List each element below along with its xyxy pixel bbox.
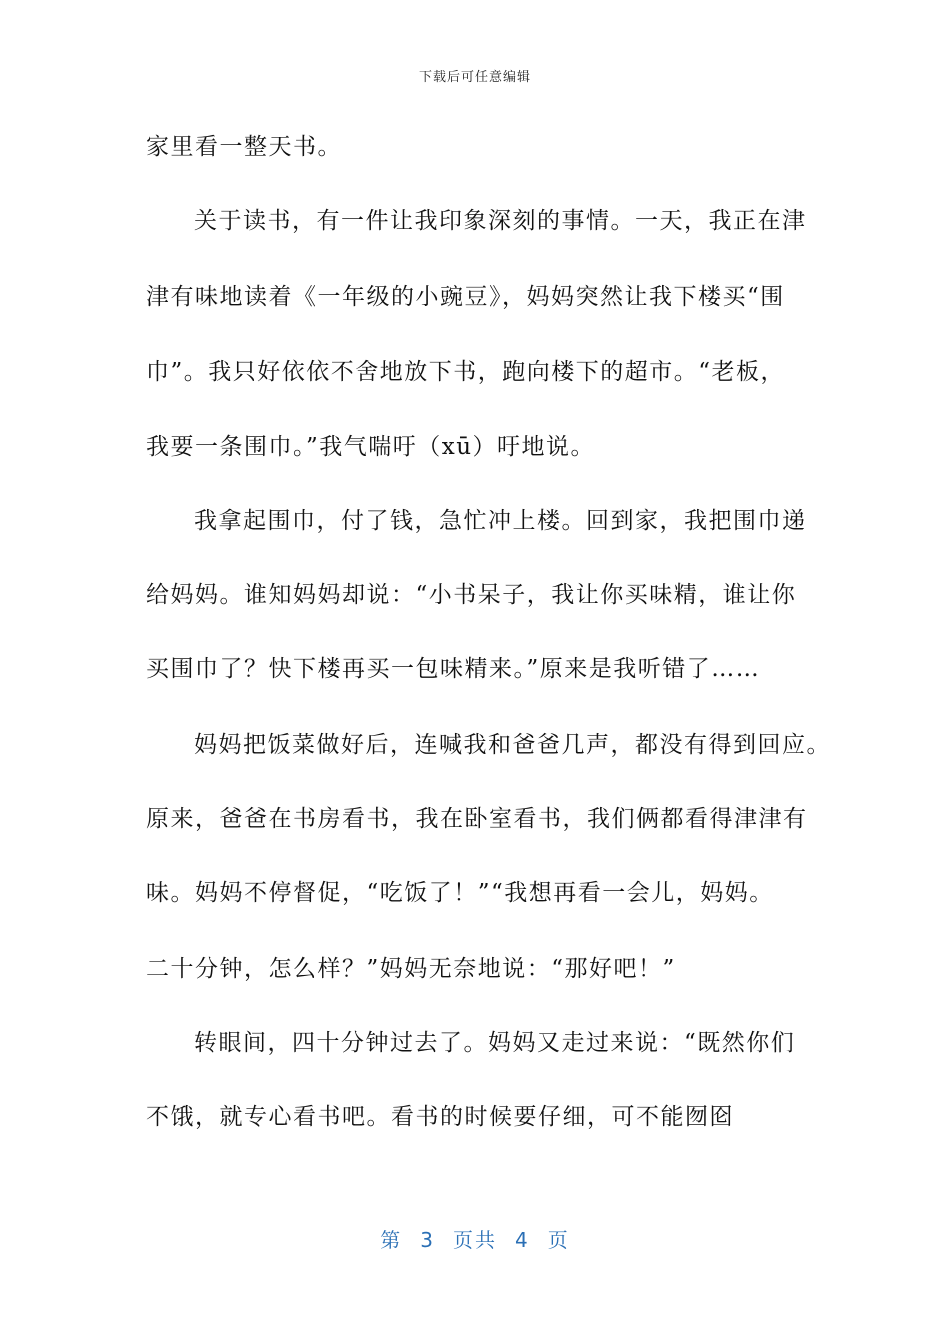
page-footer [0, 1224, 950, 1253]
footer-total-pages: 4 [515, 1228, 530, 1252]
text-line: 我拿起围巾，付了钱，急忙冲上楼。回到家，我把围巾递 [194, 508, 807, 534]
footer-middle: 页共 [453, 1228, 497, 1252]
footer-page-number: 3 [420, 1228, 435, 1252]
text-line: 买围巾了？快下楼再买一包味精来。”原来是我听错了…… [146, 656, 761, 682]
text-line: 转眼间，四十分钟过去了。妈妈又走过来说：“既然你们 [194, 1030, 796, 1056]
footer-suffix: 页 [547, 1228, 570, 1252]
text-line: 妈妈把饭菜做好后，连喊我和爸爸几声，都没有得到回应。 [194, 732, 831, 758]
text-line: 味。妈妈不停督促，“吃饭了！”“我想再看一会儿，妈妈。 [146, 880, 774, 906]
text-line: 巾”。我只好依依不舍地放下书，跑向楼下的超市。“老板， [146, 359, 786, 385]
text-line: 我要一条围巾。”我气喘吁（xū）吁地说。 [146, 434, 596, 460]
text-line: 二十分钟，怎么样？”妈妈无奈地说：“那好吧！” [146, 956, 676, 982]
text-line: 关于读书，有一件让我印象深刻的事情。一天，我正在津 [194, 208, 807, 234]
text-line: 给妈妈。谁知妈妈却说：“小书呆子，我让你买味精，谁让你 [146, 582, 797, 608]
text-line: 不饿，就专心看书吧。看书的时候要仔细，可不能囫囵 [146, 1104, 734, 1130]
text-line: 原来，爸爸在书房看书，我在卧室看书，我们俩都看得津津有 [146, 806, 808, 832]
footer-prefix: 第 [380, 1228, 403, 1252]
page-header: 下载后可任意编辑 [418, 70, 531, 85]
text-line: 津有味地读着《一年级的小豌豆》，妈妈突然让我下楼买“围 [146, 284, 785, 310]
text-line: 家里看一整天书。 [146, 134, 342, 160]
